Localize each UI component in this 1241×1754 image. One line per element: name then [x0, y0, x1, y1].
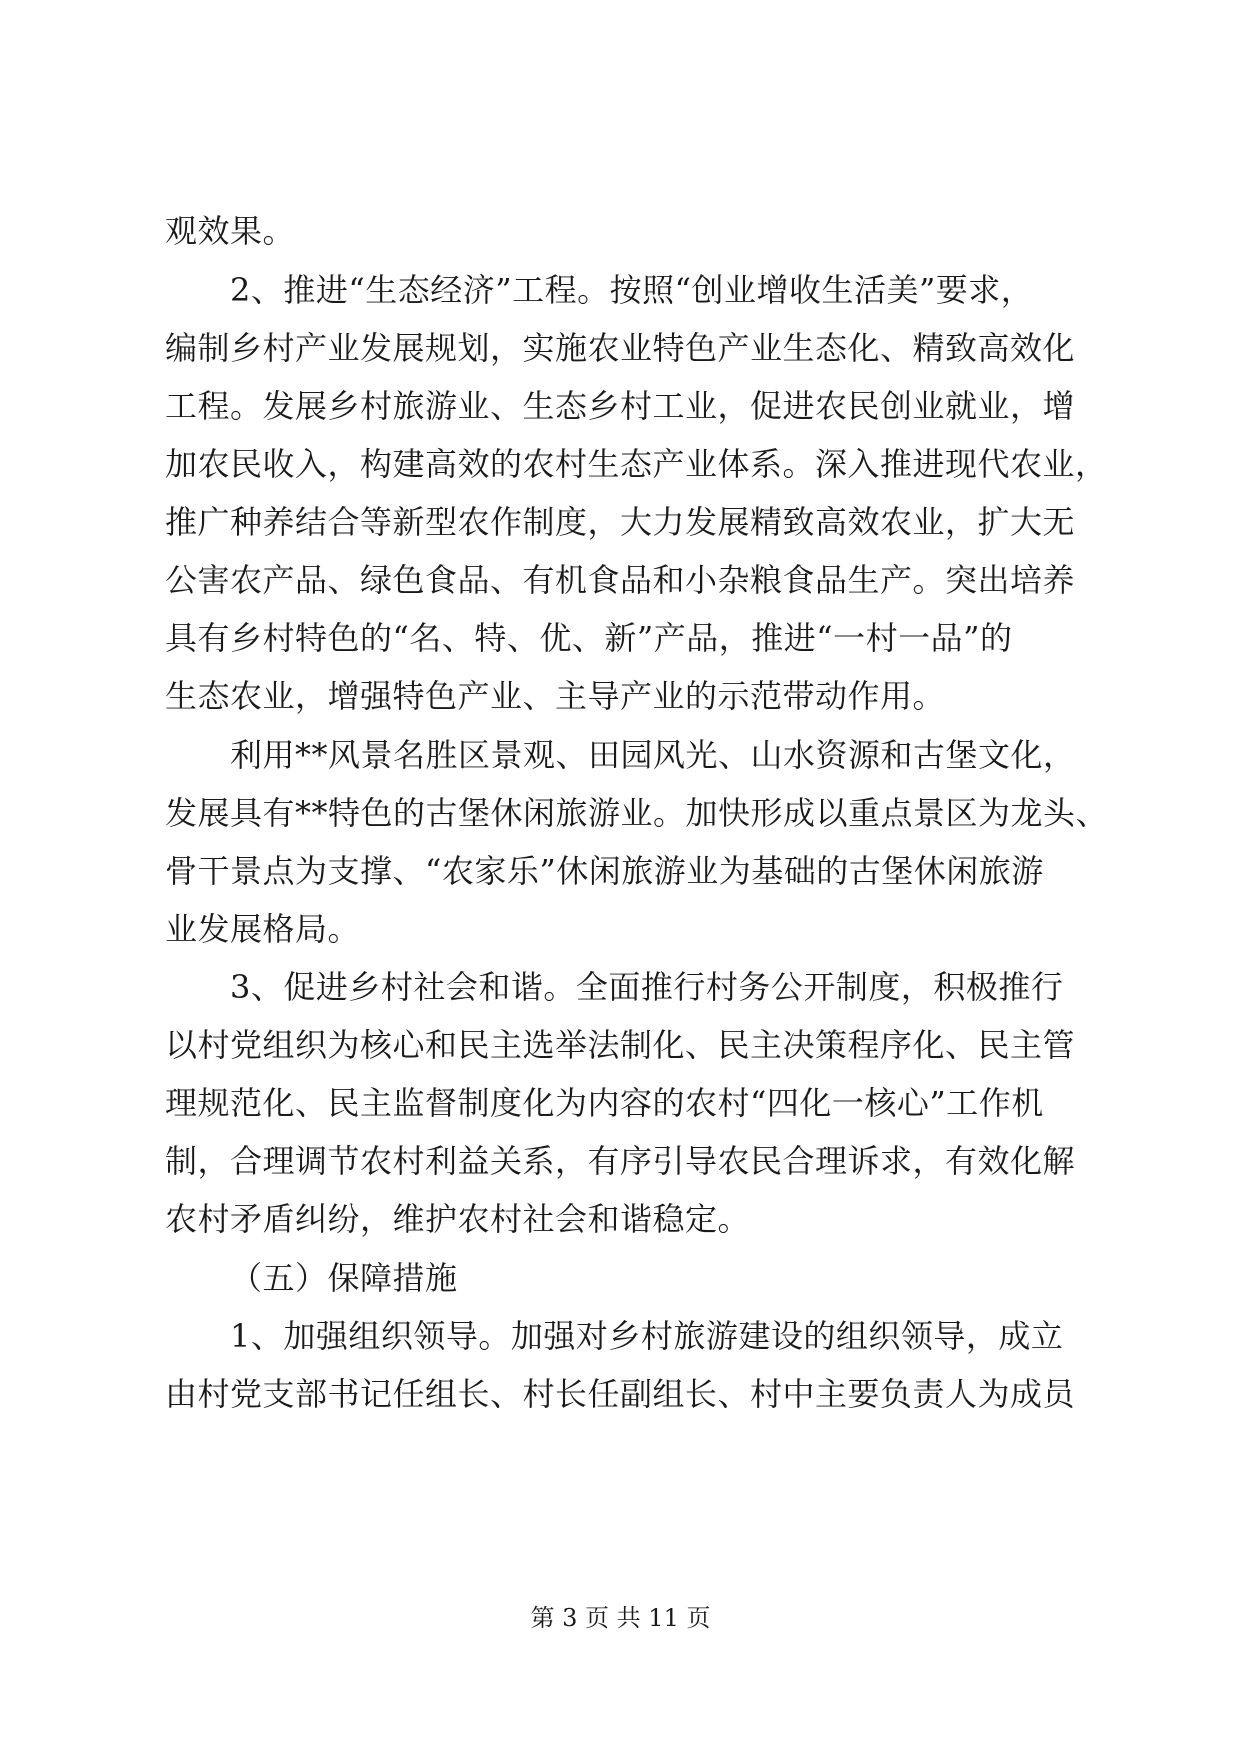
text-line: 农村矛盾纠纷，维护农村社会和谐稳定。 [165, 1200, 751, 1238]
section-heading: （五）保障措施 [230, 1259, 458, 1297]
text-line: 理规范化、民主监督制度化为内容的农村“四化一核心”工作机 [165, 1084, 1044, 1122]
text-line: 制，合理调节农村利益关系，有序引导农民合理诉求，有效化解 [165, 1142, 1076, 1180]
text-line: 业发展格局。 [165, 910, 361, 948]
text-line: 生态农业，增强特色产业、主导产业的示范带动作用。 [165, 677, 946, 715]
text-line: 观效果。 [165, 212, 296, 250]
text-line: 工程。发展乡村旅游业、生态乡村工业，促进农民创业就业，增 [165, 387, 1076, 425]
text-line: 由村党支部书记任组长、村长任副组长、村中主要负责人为成员 [165, 1375, 1076, 1413]
paragraph-start: 1、加强组织领导。加强对乡村旅游建设的组织领导，成立 [230, 1317, 1064, 1355]
page-number-footer: 第 3 页 共 11 页 [530, 1604, 711, 1632]
text-line: 发展具有**特色的古堡休闲旅游业。加快形成以重点景区为龙头、 [165, 794, 1109, 832]
paragraph-start: 3、促进乡村社会和谐。全面推行村务公开制度，积极推行 [230, 968, 1064, 1006]
paragraph-start: 2、推进“生态经济”工程。按照“创业增收生活美”要求， [230, 271, 1034, 309]
text-line: 加农民收入，构建高效的农村生态产业体系。深入推进现代农业， [165, 445, 1108, 483]
text-line: 公害农产品、绿色食品、有机食品和小杂粮食品生产。突出培养 [165, 561, 1076, 599]
text-line: 推广种养结合等新型农作制度，大力发展精致高效农业，扩大无 [165, 503, 1076, 541]
paragraph-start: 利用**风景名胜区景观、田园风光、山水资源和古堡文化， [230, 736, 1076, 774]
text-line: 以村党组织为核心和民主选举法制化、民主决策程序化、民主管 [165, 1026, 1076, 1064]
text-line: 具有乡村特色的“名、特、优、新”产品，推进“一村一品”的 [165, 619, 1013, 657]
text-line: 编制乡村产业发展规划，实施农业特色产业生态化、精致高效化 [165, 329, 1076, 367]
text-line: 骨干景点为支撑、“农家乐”休闲旅游业为基础的古堡休闲旅游 [165, 852, 1044, 890]
